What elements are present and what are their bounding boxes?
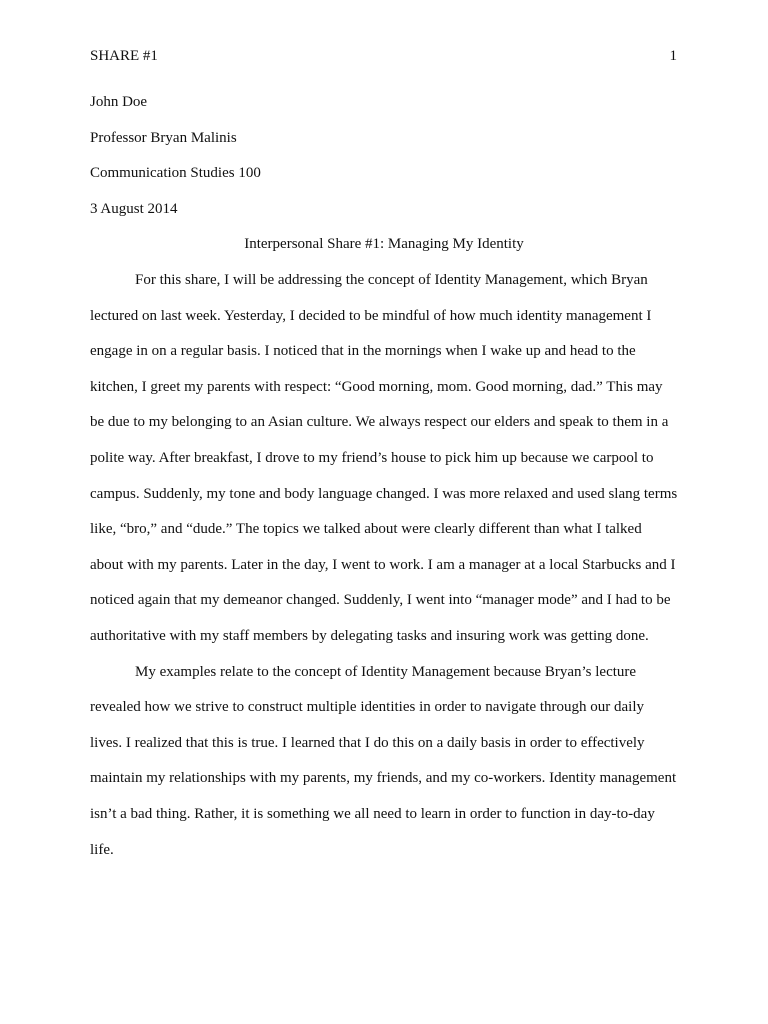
- page-number: 1: [669, 48, 677, 64]
- mla-heading: [90, 85, 678, 263]
- paper-title: Interpersonal Share #1: Managing My Identity: [244, 236, 524, 253]
- paragraph-2: My examples relate to the concept of Identity Management because Bryan’s lecture revealed how we strive to construct multiple identities in order to navigate through our daily lives. I realized that this is true. I learned that I do this on a daily basis in order to effectively maintain my relationships with my parents, my friends, and my co-workers. Identity management isn’t a bad thing. Rather, it is something we all need to learn in order to function in day-to-day life.: [90, 663, 677, 858]
- paragraph-1: For this share, I will be addressing the concept of Identity Management, which Bryan lectured on last week. Yesterday, I decided to be mindful of how much identity management I engage in on a regular basis. I noticed that in the mornings when I wake up and head to the kitchen, I greet my parents with respect: “Good morning, mom. Good morning, dad.” This may be due to my belonging to an Asian culture. We always respect our elders and speak to them in a polite way. After breakfast, I drove to my friend’s house to pick him up because we carpool to campus. Suddenly, my tone and body language changed. I was more relaxed and used slang terms like, “bro,” and “dude.” The topics we talked about were clearly different than what I talked about with my parents. Later in the day, I went to work. I am a manager at a local Starbucks and I noticed again that my demeanor changed. Suddenly, I went into “manager mode” and I had to be authoritative with my staff members by delegating tasks and insuring work was getting done.: [90, 272, 678, 644]
- date: 3 August 2014: [90, 200, 178, 217]
- professor-name: Professor Bryan Malinis: [90, 129, 237, 146]
- course-name: Communication Studies 100: [90, 165, 261, 182]
- body-text: [90, 263, 678, 868]
- running-head: SHARE #1: [90, 48, 158, 64]
- author-name: John Doe: [90, 94, 148, 110]
